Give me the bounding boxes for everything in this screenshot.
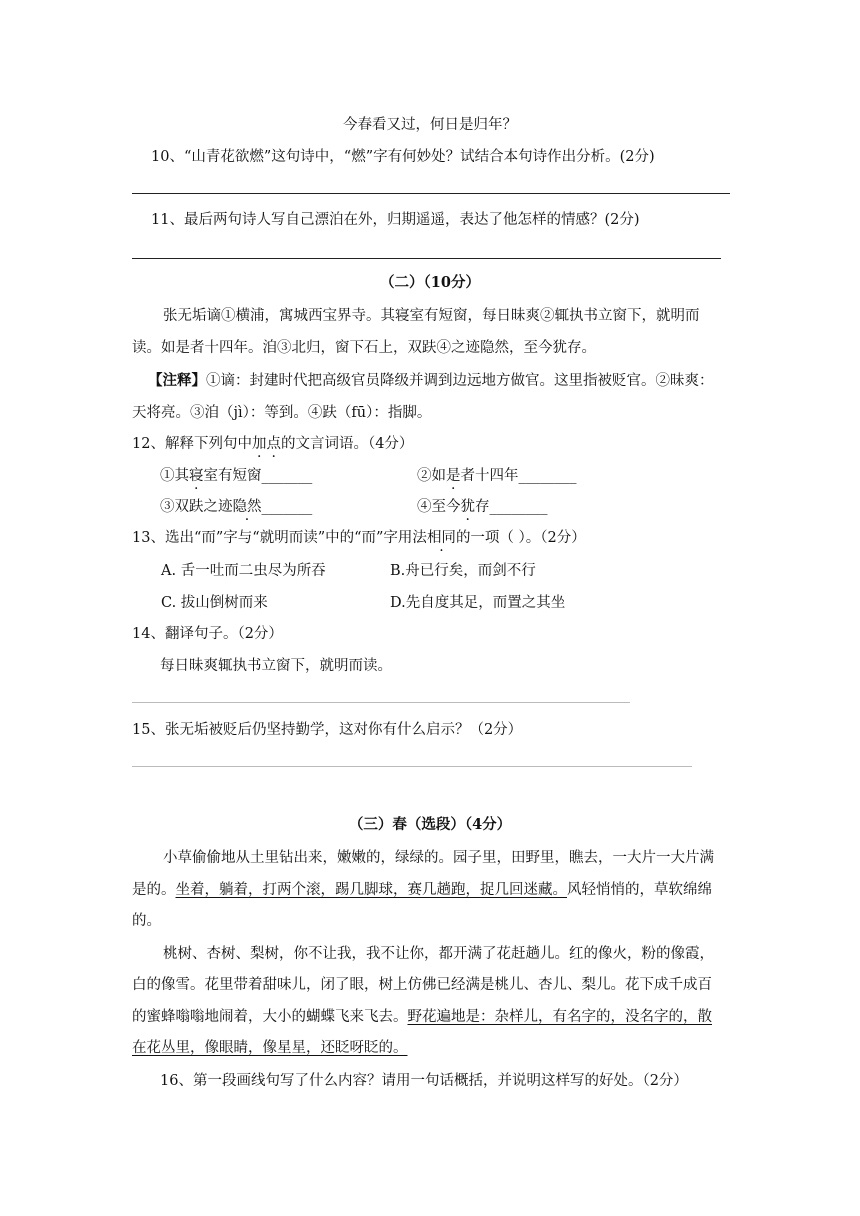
passage-2-line-1: 张无垢谪①横浦，寓城西宝界寺。其寝室有短窗，每日昧爽②辄执书立窗下，就明而 — [163, 308, 700, 324]
q12-item-text: 存________ — [475, 499, 548, 515]
q12-dotted-char: 加 — [251, 436, 267, 452]
q12-dotted-word: 隐然 — [232, 499, 262, 515]
section-3-heading: （三）春（选段）（4分） — [348, 816, 512, 833]
q13-option-d: D.先自度其足，而置之其坐 — [390, 595, 566, 611]
q12-item-text: ②如 — [417, 468, 446, 484]
q12-item-text: ③双趺之迹 — [160, 499, 233, 515]
q12-stem-end: 的文言词语。（4分） — [280, 436, 414, 452]
passage-text: 是的。 — [132, 882, 176, 898]
question-13 — [132, 528, 586, 548]
q12-item-text: 室有短窗_______ — [203, 468, 313, 484]
annotation-line-1 — [148, 371, 714, 391]
passage-3-p1-line-1: 小草偷偷地从土里钻出来，嫩嫩的，绿绿的。园子里，田野里，瞧去，一大片一大片满 — [163, 850, 714, 866]
q14-sentence: 每日昧爽辄执书立窗下，就明而读。 — [160, 658, 392, 674]
underlined-sentence-2: 野花遍地是：杂样儿，有名字的，没名字的，散 — [407, 1009, 712, 1025]
underlined-sentence-1: 坐着，躺着，打两个滚，踢几脚球，赛几趟跑，捉几回迷藏。 — [175, 882, 567, 898]
annotation-line-2: 天将亮。③洎（jì）：等到。④趺（fū）：指脚。 — [132, 405, 432, 421]
underlined-sentence-2-cont: 在花丛里，像眼睛，像星星，还眨呀眨的。 — [132, 1040, 408, 1056]
section-2-heading: （二）（10分） — [380, 274, 480, 291]
q12-dotted-word: 是 — [446, 468, 461, 484]
q12-item-3 — [160, 497, 312, 517]
q13-stem-end: 的一项（ ）。（2分） — [455, 530, 586, 546]
q12-dotted-char: 点 — [266, 436, 281, 452]
passage-3-p2-line-2: 白的像雪。花里带着甜味儿，闭了眼，树上仿佛已经满是桃儿、杏儿、梨儿。花下成千成百 — [132, 977, 712, 993]
answer-line-q14 — [132, 702, 630, 703]
q13-option-c: C. 拔山倒树而来 — [161, 595, 268, 611]
question-10: 10、“山青花欲燃”这句诗中，“燃”字有何妙处？试结合本句诗作出分析。(2分) — [151, 149, 655, 165]
passage-2-line-2: 读。如是者十四年。洎③北归，窗下石上，双趺④之迹隐然，至今犹存。 — [132, 340, 596, 356]
q12-dotted-word: 犹 — [460, 499, 475, 515]
passage-3-p1-line-3: 的。 — [132, 913, 161, 929]
q13-option-a: A. 舌一吐而二虫尽为所吞 — [161, 563, 326, 579]
question-16: 16、第一段画线句写了什么内容？请用一句话概括，并说明这样写的好处。（2分） — [160, 1073, 688, 1089]
question-11: 11、最后两句诗人写自己漂泊在外，归期遥遥，表达了他怎样的情感？(2分) — [151, 212, 640, 228]
passage-text: 的蜜蜂嗡嗡地闹着，大小的蝴蝶飞来飞去。 — [132, 1009, 408, 1025]
passage-text: 风轻悄悄的，草软绵绵 — [567, 882, 712, 898]
q12-stem-start: 12、解释下列句中 — [132, 436, 252, 452]
q12-item-2 — [417, 466, 577, 486]
q12-item-text: _______ — [261, 499, 313, 515]
q13-dotted-word: 相同 — [426, 530, 456, 546]
q12-item-text: ①其 — [160, 468, 189, 484]
annotation-text-1: ①谪：封建时代把高级官员降级并调到边远地方做官。这里指被贬官。②昧爽： — [206, 373, 714, 389]
q13-stem-start: 13、选出“而”字与“就明而读”中的“而”字用法 — [132, 530, 427, 546]
poem-line: 今春看又过，何日是归年？ — [343, 117, 517, 133]
passage-3-p2-line-4 — [132, 1038, 408, 1058]
answer-line-q10 — [132, 193, 730, 194]
annotation-label: 【注释】 — [148, 372, 206, 389]
q12-item-1 — [160, 466, 312, 486]
answer-line-q11 — [132, 258, 721, 259]
question-14: 14、翻译句子。（2分） — [132, 626, 283, 642]
passage-3-p2-line-3 — [132, 1007, 712, 1027]
q12-item-text: 者十四年________ — [460, 468, 577, 484]
passage-3-p2-line-1: 桃树、杏树、梨树，你不让我，我不让你，都开满了花赶趟儿。红的像火，粉的像霞， — [163, 946, 714, 962]
q13-option-b: B.舟已行矣，而剑不行 — [390, 563, 536, 579]
passage-3-p1-line-2 — [132, 880, 712, 900]
q12-item-4 — [417, 497, 548, 517]
q12-dotted-word: 寝 — [189, 468, 204, 484]
question-12 — [132, 434, 413, 454]
question-15: 15、张无垢被贬后仍坚持勤学，这对你有什么启示？（2分） — [132, 722, 523, 738]
answer-line-q15 — [132, 766, 692, 767]
q12-item-text: ④至今 — [417, 499, 461, 515]
